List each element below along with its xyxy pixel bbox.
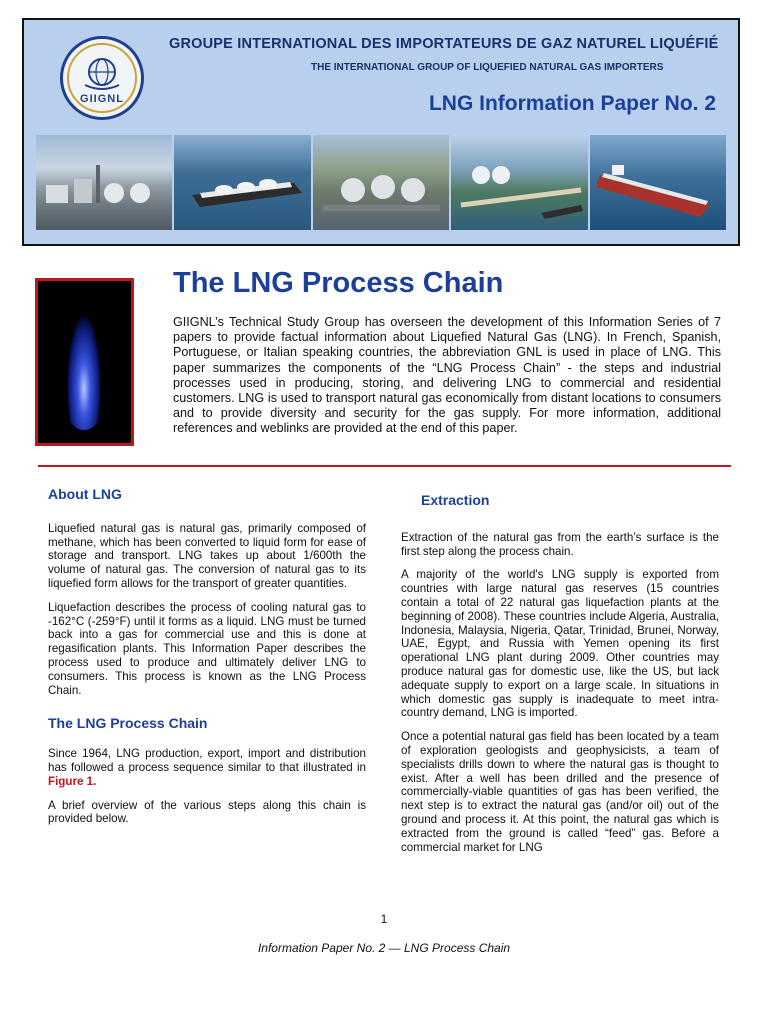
about-lng-paragraph-1: Liquefied natural gas is natural gas, primarily composed of methane, which has been converted to liquid form for ease of storage and transport. LNG takes up about 1/600th the volume of natural gas. The conversion of natural gas to its liquefied form allows for the transport of greater quantities. xyxy=(48,521,366,590)
org-name-english: THE INTERNATIONAL GROUP OF LIQUEFIED NATURAL GAS IMPORTERS xyxy=(311,62,664,73)
figure-1-reference[interactable]: Figure 1. xyxy=(48,774,97,788)
photo-terminal-jetty xyxy=(451,135,587,230)
extraction-heading: Extraction xyxy=(421,492,490,508)
photo-lng-tanker xyxy=(174,135,310,230)
photo-storage-tanks xyxy=(313,135,449,230)
logo-text: GIIGNL xyxy=(80,93,124,105)
org-name-french: GROUPE INTERNATIONAL DES IMPORTATEURS DE GAZ NATUREL LIQUÉFIÉ xyxy=(169,36,719,52)
process-chain-paragraph-1 xyxy=(48,747,366,788)
left-column xyxy=(48,488,366,836)
page-title: The LNG Process Chain xyxy=(173,267,504,299)
page-number: 1 xyxy=(380,912,388,926)
gas-flame-image xyxy=(35,278,134,446)
photo-strip xyxy=(36,135,726,230)
process-chain-heading: The LNG Process Chain xyxy=(48,715,208,732)
about-lng-heading: About LNG xyxy=(48,486,122,502)
process-chain-text: Since 1964, LNG production, export, import and distribution has followed a process sequence similar to that illustrated in xyxy=(48,747,366,774)
extraction-paragraph-1: Extraction of the natural gas from the earth’s surface is the first step along the process chain. xyxy=(401,530,719,558)
photo-ship-underway xyxy=(590,135,726,230)
right-column xyxy=(401,488,719,864)
giignl-logo xyxy=(60,36,144,120)
page-footer: Information Paper No. 2 — LNG Process Chain xyxy=(257,941,511,955)
intro-paragraph: GIIGNL’s Technical Study Group has overseen the development of this Information Series of 7 papers to provide factual information about Liquefied Natural Gas (LNG). In French, Spanish, Portuguese, or Italian speaking countries, the abbreviation GNL is used in place of LNG. This paper summarizes the components of the “LNG Process Chain” - the steps and industrial processes used in producing, storing, and delivering LNG to commercial and residential customers. LNG is used to transport natural gas economically from distant locations to consumers and to provide diversity and security for the gas supply. For more information, additional references and weblinks are provided at the end of this paper. xyxy=(173,315,721,436)
extraction-paragraph-2: A majority of the world's LNG supply is exported from countries with large natural gas reserves (15 countries contain a total of 22 natural gas liquefaction plants at the beginning of 2008). These countries include Algeria, Australia, Indonesia, Malaysia, Nigeria, Qatar, Trinidad, Brunei, Norway, UAE, Egypt, and Russia with Yemen opening its first operational LNG plant during 2009. Other countries may produce natural gas for domestic use, like the US, but lack adequate supply to export on a large scale. In situations in which domestic gas supply is inadequate to meet intra-country demand, LNG is imported. xyxy=(401,568,719,720)
about-lng-paragraph-2: Liquefaction describes the process of cooling natural gas to -162°C (-259°F) until it forms as a liquid. LNG must be turned back into a gas for commercial use and this is done at regasification plants. This Information Paper describes the process used to produce and ultimately deliver LNG to consumers. This process is known as the LNG Process Chain. xyxy=(48,600,366,697)
section-divider xyxy=(38,465,731,467)
globe-icon xyxy=(63,39,141,117)
photo-lng-plant xyxy=(36,135,172,230)
paper-number-title: LNG Information Paper No. 2 xyxy=(428,92,716,115)
process-chain-paragraph-2: A brief overview of the various steps along this chain is provided below. xyxy=(48,798,366,826)
extraction-paragraph-3: Once a potential natural gas field has been located by a team of exploration geologists and geophysicists, a team of specialists drills down to where the natural gas is thought to exist. After a well has been drilled and the presence of commercially-viable quantities of gas has been verified, the next step is to extract the natural gas (and/or oil) out of the ground and process it. At this point, the natural gas which is extracted from the ground is called “feed” gas. Before a commercial market for LNG xyxy=(401,730,719,854)
header-banner xyxy=(22,18,740,246)
